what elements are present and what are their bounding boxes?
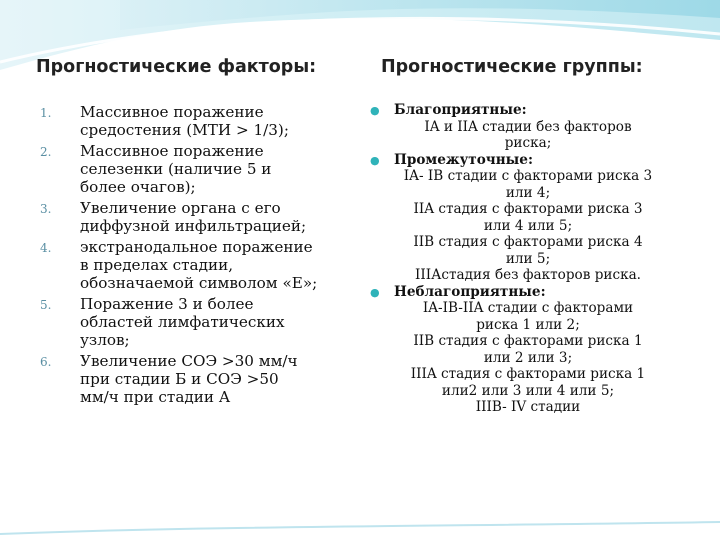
bullet-icon: ●	[370, 153, 380, 167]
factor-text: узлов;	[80, 331, 130, 349]
factor-item	[40, 199, 360, 235]
group-text: или 2 или 3;	[483, 349, 573, 366]
group-text: IIB стадия с факторами риска 4	[413, 234, 643, 250]
group-text: или 4;	[505, 184, 551, 201]
group-favorable	[368, 102, 698, 152]
group-text: или2 или 3 или 4 или 5;	[441, 382, 615, 399]
group-text: IIA стадия с факторами риска 3	[413, 201, 643, 217]
group-text: или 5;	[505, 250, 551, 267]
group-unfavorable	[368, 284, 698, 416]
factor-text: Массивное поражение	[80, 142, 264, 160]
group-title: Благоприятные:	[394, 102, 527, 118]
factor-text: селезенки (наличие 5 и	[80, 160, 272, 178]
group-text: риска 1 или 2;	[476, 316, 580, 333]
groups-heading: Прогностические группы:	[381, 57, 643, 77]
factor-number: 4.	[40, 241, 52, 255]
decorative-bottom-line	[0, 520, 720, 540]
factor-text: Увеличение СОЭ >30 мм/ч	[80, 352, 298, 370]
factor-text: в пределах стадии,	[80, 256, 234, 274]
factor-text: при стадии Б и СОЭ >50	[80, 370, 279, 388]
group-text: IIIАстадия без факторов риска.	[414, 267, 642, 283]
group-title: Неблагоприятные:	[394, 283, 546, 300]
group-text: IA-IB-IIA стадии с факторами	[422, 300, 634, 316]
factor-text: экстранодальное поражение	[80, 238, 313, 256]
prognostic-groups-list	[368, 102, 698, 416]
factor-item	[40, 295, 360, 349]
factor-number: 5.	[40, 298, 52, 312]
group-text: IIIA стадия с факторами риска 1	[410, 366, 646, 382]
factor-text: более очагов);	[80, 178, 196, 196]
factor-text: средостения (МТИ > 1/3);	[80, 121, 289, 139]
factor-item	[40, 142, 360, 196]
factor-text: обозначаемой символом «Е»;	[80, 274, 318, 292]
factor-number: 6.	[40, 355, 52, 369]
group-intermediate	[368, 152, 698, 284]
group-text: или 4 или 5;	[483, 217, 573, 234]
factor-number: 2.	[40, 145, 52, 159]
factor-text: мм/ч при стадии А	[80, 388, 231, 406]
group-text: IA и IIA стадии без факторов	[424, 118, 632, 135]
factor-text: Массивное поражение	[80, 103, 264, 121]
group-title: Промежуточные:	[394, 151, 533, 168]
factor-item	[40, 352, 360, 406]
factor-item	[40, 103, 360, 139]
factors-heading: Прогностические факторы:	[36, 57, 317, 77]
factor-text: Увеличение органа с его	[80, 199, 281, 217]
factor-number: 1.	[40, 106, 52, 120]
group-text: IA- IB стадии с факторами риска 3	[403, 168, 653, 184]
factor-number: 3.	[40, 202, 52, 216]
bullet-icon: ●	[370, 104, 380, 117]
bullet-icon: ●	[370, 285, 380, 299]
factor-text: диффузной инфильтрацией;	[80, 217, 307, 235]
group-text: IIIB- IV стадии	[475, 399, 581, 415]
factor-text: Поражение 3 и более	[80, 295, 254, 313]
factor-item	[40, 238, 360, 292]
prognostic-factors-list	[40, 103, 360, 409]
group-text: IIB стадия с факторами риска 1	[413, 333, 643, 349]
factor-text: областей лимфатических	[80, 313, 285, 331]
group-text: риска;	[504, 135, 552, 151]
